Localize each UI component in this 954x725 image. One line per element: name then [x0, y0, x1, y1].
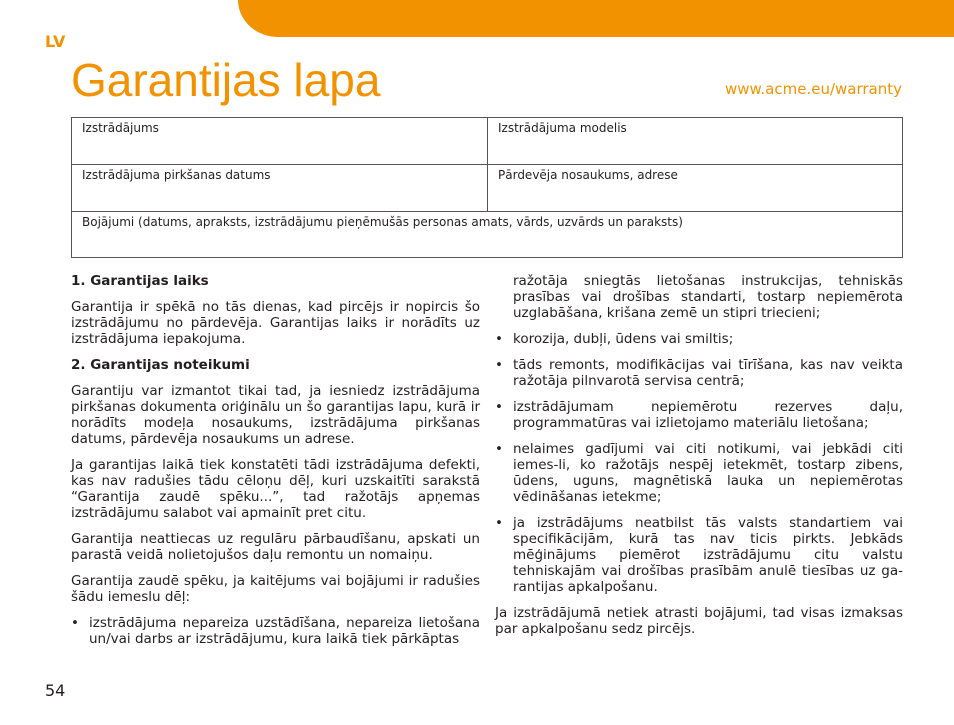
paragraph: Ja garantijas laikā tiek konstatēti tādi izstrādājuma defekti, kas nav radušies tādu cēloņu dēļ, kuri uzskaitīti sarakstā “Garantija zaudē spēku...”, tad ražotājs apņemas izstrādājumu salabot vai apmainīt pret citu.: [71, 457, 480, 521]
right-column: [495, 273, 903, 647]
page-title: Garantijas lapa: [71, 54, 381, 106]
paragraph: Garantiju var izmantot tikai tad, ja iesniedz izstrādājuma pirkšanas dokumenta oriģinālu un šo garantijas lapu, kurā ir norādīts modeļa nosaukums, izstrādājuma pirkšanas datums, pārdevēja nosaukums un adrese.: [71, 383, 480, 447]
purchase-date-field[interactable]: [72, 165, 488, 212]
seller-label: Pārdevēja nosaukums, adrese: [498, 168, 678, 182]
purchase-date-label: Izstrādājuma pirkšanas datums: [82, 168, 271, 182]
header-orange-band: [238, 0, 954, 37]
damage-field[interactable]: [72, 212, 902, 257]
section-heading-warranty-period: 1. Garantijas laiks: [71, 273, 209, 289]
model-field[interactable]: [488, 118, 902, 165]
left-column: [71, 273, 480, 657]
warranty-url: www.acme.eu/warranty: [724, 80, 902, 98]
list-item: • korozija, dubļi, ūdens vai smiltis;: [495, 331, 903, 347]
product-field[interactable]: [72, 118, 488, 165]
seller-field[interactable]: [488, 165, 902, 212]
model-label: Izstrādājuma modelis: [498, 121, 627, 135]
void-conditions-list-continued: [495, 273, 903, 595]
list-item: • izstrādājumam nepiemērotu rezerves daļu, programmatūras vai izlietojamo materiālu lietošana;: [495, 399, 903, 431]
list-item: • nelaimes gadījumi vai citi notikumi, vai jebkādi citi iemes-li, ko ražotājs nespēj ietekmēt, tostarp zibens, ūdens, uguns, magnētiskā lauka un nepiemērotas vēdināšanas ietekme;: [495, 441, 903, 505]
damage-label: Bojājumi (datums, apraksts, izstrādājumu pieņēmušās personas amats, vārds, uzvārds un paraksts): [82, 215, 683, 229]
void-conditions-list: [71, 615, 480, 647]
list-item: • ja izstrādājums neatbilst tās valsts standartiem vai specifikācijām, kurā tas nav ticis pirkts. Jebkāds mēģinājums piemērot izstrādājumu citu valstu tehniskajām vai drošības prasībām anulē tiesības uz ga-rantijas apkalpošanu.: [495, 515, 903, 595]
product-label: Izstrādājums: [82, 121, 159, 135]
list-item: • tāds remonts, modifikācijas vai tīrīšana, kas nav veikta ražotāja pilnvarotā servisa centrā;: [495, 357, 903, 389]
paragraph: Ja izstrādājumā netiek atrasti bojājumi, tad visas izmaksas par apkalpošanu sedz pircējs.: [495, 605, 903, 637]
paragraph: Garantija ir spēkā no tās dienas, kad pircējs ir nopircis šo izstrādājumu no pārdevēja. Garantijas laiks ir norādīts uz izstrādājuma iepakojuma.: [71, 299, 480, 347]
warranty-form-table: [71, 117, 903, 258]
paragraph: Garantija neattiecas uz regulāru pārbaudīšanu, apskati un parastā veidā nolietojušos daļu remontu un nomaiņu.: [71, 531, 480, 563]
section-heading-warranty-terms: 2. Garantijas noteikumi: [71, 357, 250, 373]
list-item: ražotāja sniegtās lietošanas instrukcijas, tehniskās prasības vai drošības standarti, tostarp nepiemērota uzglabāšana, krišana zemē un stipri triecieni;: [513, 273, 903, 321]
paragraph: Garantija zaudē spēku, ja kaitējums vai bojājumi ir radušies šādu iemeslu dēļ:: [71, 573, 480, 605]
page-number: 54: [45, 681, 66, 700]
list-item: • izstrādājuma nepareiza uzstādīšana, nepareiza lietošana un/vai darbs ar izstrādājumu, kura laikā tiek pārkāptas: [71, 615, 480, 647]
language-label: LV: [45, 32, 66, 51]
